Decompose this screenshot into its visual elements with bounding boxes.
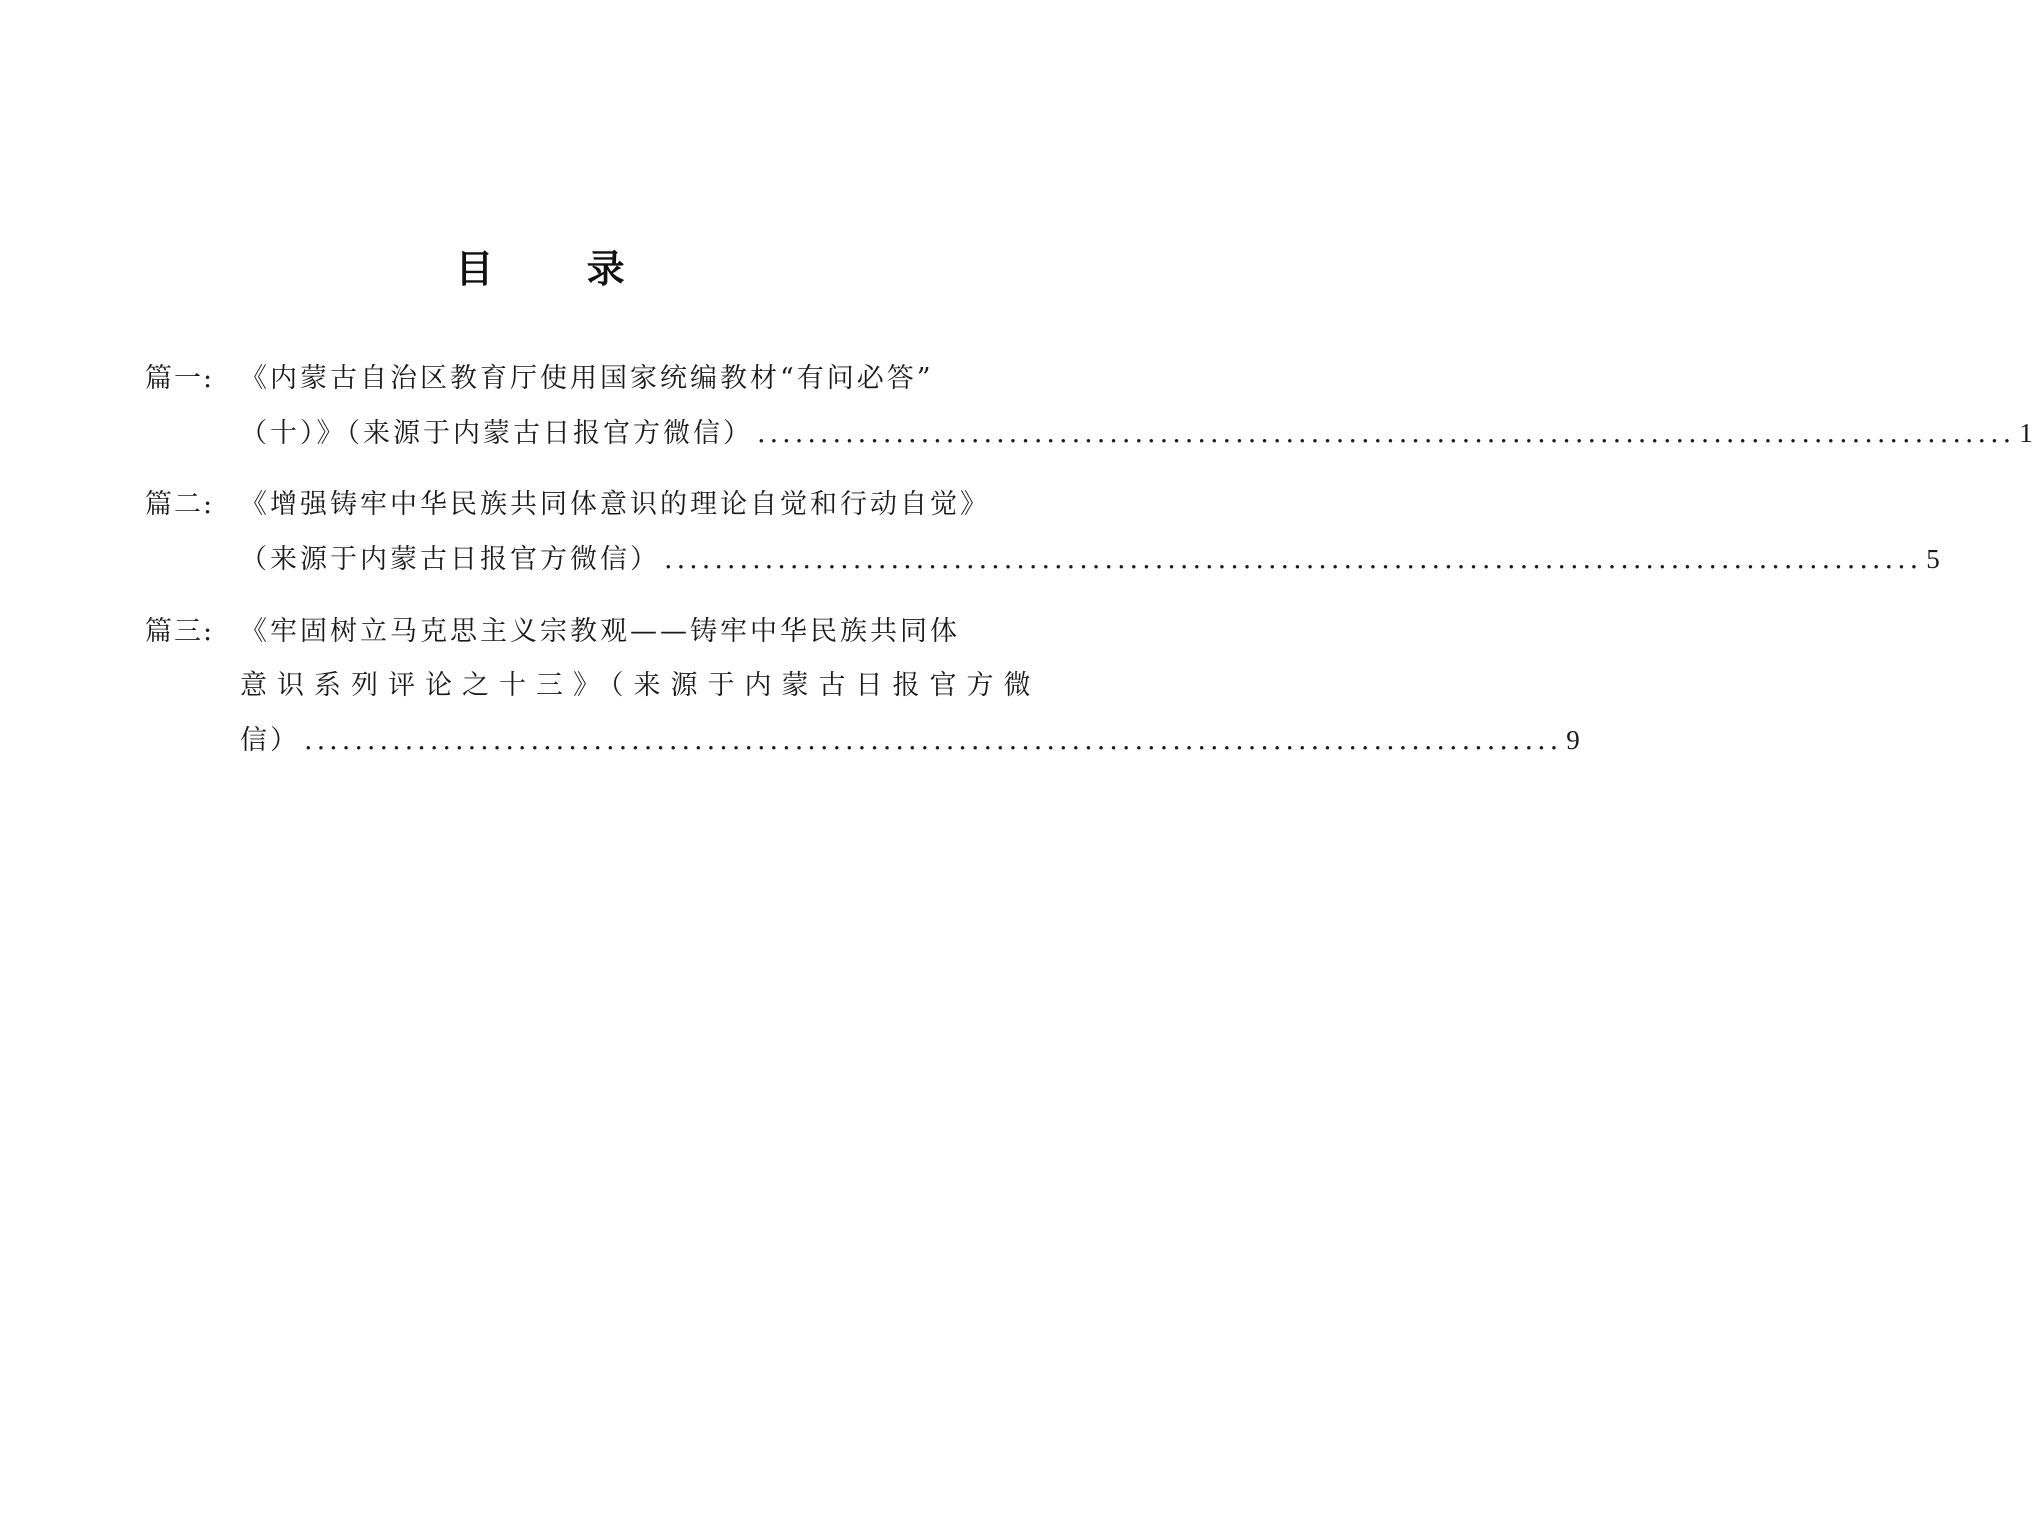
dot-leader: ....................................................................................................	[664, 544, 1923, 575]
toc-entry-label: 篇二:	[145, 489, 215, 520]
toc-entry-page-number: 9	[1566, 725, 1580, 755]
toc-entry-title-line: （来源于内蒙古日报官方微信）	[240, 544, 660, 575]
toc-entry-title-line: 《牢固树立马克思主义宗教观——铸牢中华民族共同体	[240, 616, 960, 647]
toc-entry-title-line: （十）》（来源于内蒙古日报官方微信）	[240, 418, 753, 449]
toc-entry-title-line: 信）	[240, 725, 300, 756]
toc-entry-page-number: 1	[2019, 418, 2033, 448]
toc-entry-last-line	[240, 532, 1940, 587]
toc-entry-title-line: 《内蒙古自治区教育厅使用国家统编教材“有问必答”	[240, 363, 934, 394]
toc-title: 目 录	[455, 247, 665, 291]
toc-entry-label: 篇一:	[145, 363, 215, 394]
dot-leader: ....................................................................................................	[304, 725, 1563, 756]
toc-entry-label: 篇三:	[145, 616, 215, 647]
toc-entry-title-line: 《增强铸牢中华民族共同体意识的理论自觉和行动自觉》	[240, 489, 990, 520]
toc-entry-title-line: 意识系列评论之十三》（来源于内蒙古日报官方微	[240, 670, 1041, 701]
toc-entry-last-line	[240, 406, 2033, 461]
toc-entry-page-number: 5	[1926, 544, 1940, 574]
dot-leader: ....................................................................................................	[757, 418, 2016, 449]
toc-entry-last-line	[240, 713, 1580, 768]
